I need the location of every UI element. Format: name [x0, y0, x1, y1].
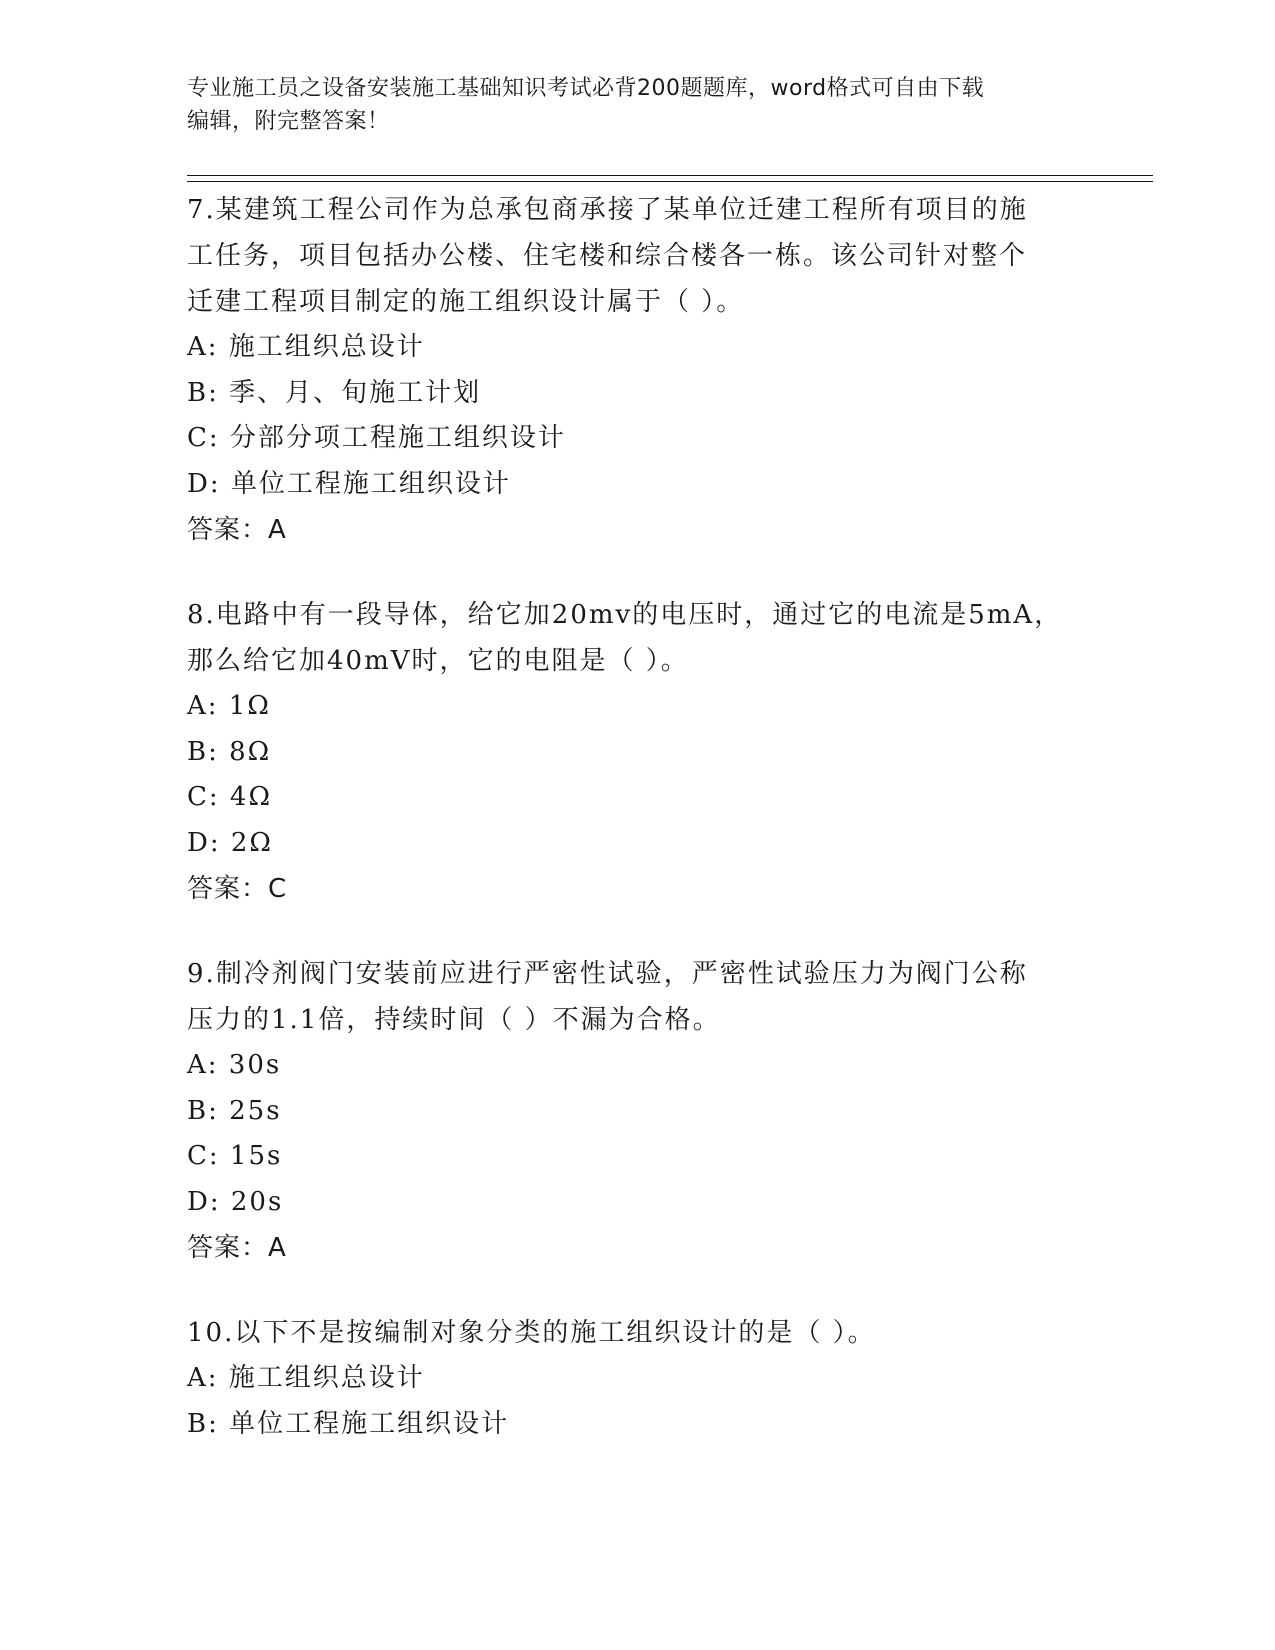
question-block	[187, 951, 1067, 1271]
question-block	[187, 187, 1067, 553]
question-text-line: 压力的1.1倍，持续时间（ ）不漏为合格。	[187, 1005, 721, 1035]
question-text-line: 迁建工程项目制定的施工组织设计属于（ ）。	[187, 287, 745, 317]
answer-key: 答案：A	[187, 1233, 287, 1263]
answer-option: D: 单位工程施工组织设计	[187, 468, 511, 499]
answer-option: D: 20s	[187, 1186, 284, 1217]
answer-option: B: 单位工程施工组织设计	[187, 1408, 510, 1439]
header-divider-bottom	[187, 181, 1153, 182]
question-list	[187, 187, 1067, 1486]
answer-option: A: 1Ω	[187, 691, 271, 721]
answer-option: A: 施工组织总设计	[187, 1363, 425, 1393]
answer-option: C: 15s	[187, 1141, 283, 1171]
answer-option: C: 4Ω	[187, 782, 273, 812]
header-line-1: 专业施工员之设备安装施工基础知识考试必背200题题库，word格式可自由下载	[187, 76, 985, 101]
answer-key: 答案：C	[187, 874, 288, 904]
question-text-line: 那么给它加40mV时，它的电阻是（ ）。	[187, 646, 689, 676]
question-text-line: 8.电路中有一段导体，给它加20mv的电压时，通过它的电流是5mA，	[187, 600, 1063, 630]
question-text-line: 9.制冷剂阀门安装前应进行严密性试验，严密性试验压力为阀门公称	[187, 959, 1028, 989]
page-header	[187, 72, 1087, 138]
question-text-line: 10.以下不是按编制对象分类的施工组织设计的是（ ）。	[187, 1318, 876, 1348]
answer-option: B: 8Ω	[187, 736, 272, 767]
answer-option: B: 25s	[187, 1095, 282, 1126]
answer-option: D: 2Ω	[187, 827, 273, 858]
answer-option: C: 分部分项工程施工组织设计	[187, 423, 566, 453]
answer-option: B: 季、月、旬施工计划	[187, 377, 482, 408]
question-text-line: 7.某建筑工程公司作为总承包商承接了某单位迁建工程所有项目的施	[187, 195, 1028, 225]
question-text-line: 工任务，项目包括办公楼、住宅楼和综合楼各一栋。该公司针对整个	[187, 241, 1028, 271]
answer-option: A: 施工组织总设计	[187, 332, 425, 362]
answer-key: 答案：A	[187, 515, 287, 545]
header-divider-top	[187, 175, 1153, 176]
question-block	[187, 592, 1067, 912]
answer-option: A: 30s	[187, 1050, 282, 1080]
question-block	[187, 1310, 1067, 1447]
header-line-2: 编辑，附完整答案！	[187, 109, 390, 134]
